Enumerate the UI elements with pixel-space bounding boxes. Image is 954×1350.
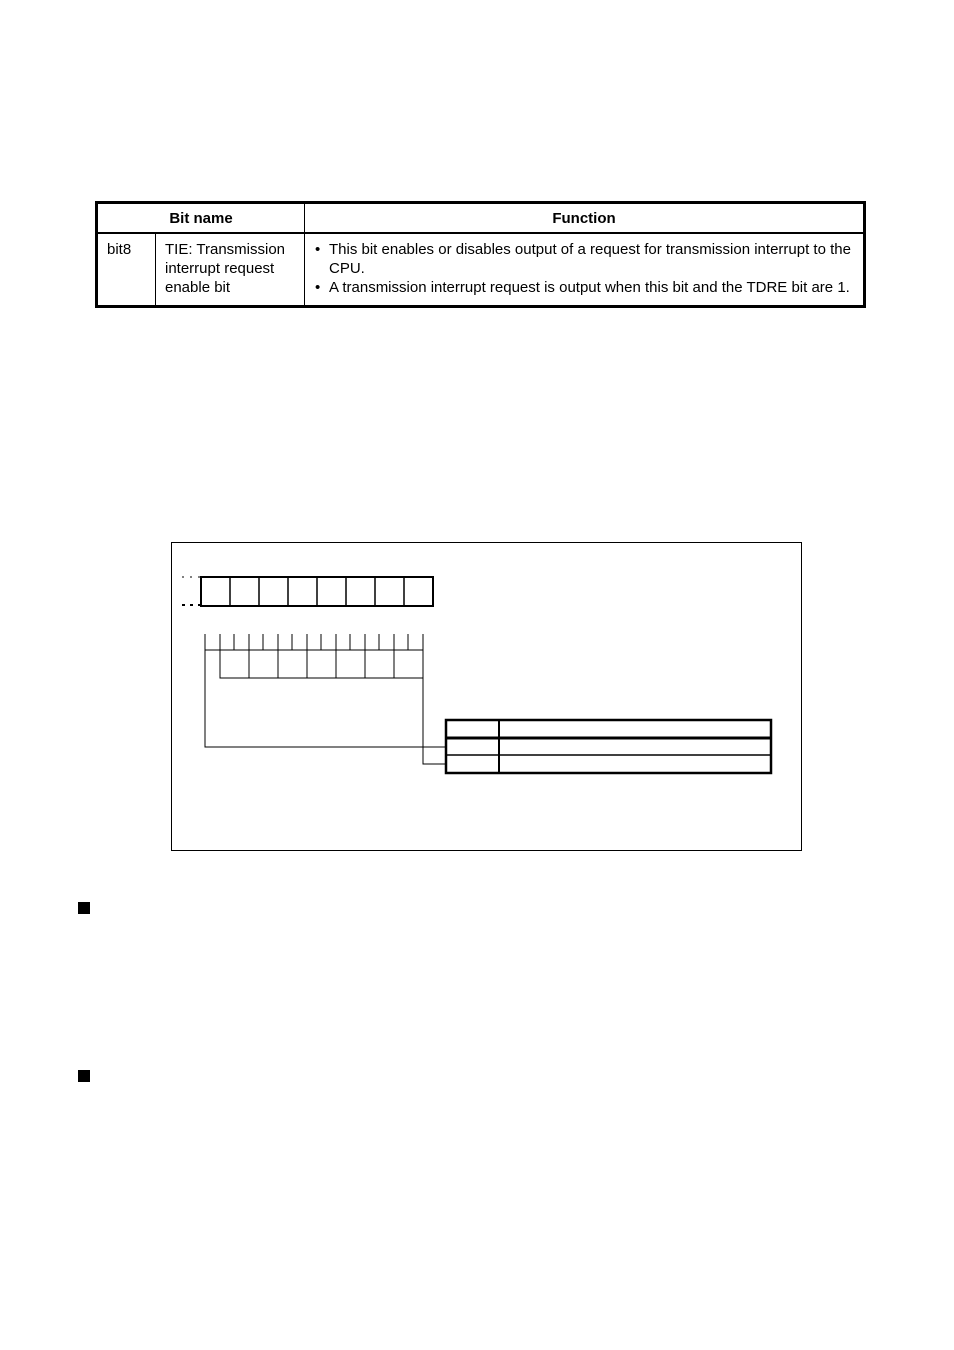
header-function: Function bbox=[305, 203, 865, 234]
diagram-frame bbox=[172, 543, 802, 851]
bit-description-table bbox=[95, 201, 866, 308]
table-row bbox=[97, 233, 865, 307]
bit-number: bit8 bbox=[97, 233, 156, 307]
function-item: • This bit enables or disables output of a request for transmission interrupt to the CPU. bbox=[314, 240, 855, 278]
bit-function bbox=[305, 233, 865, 307]
register-diagram bbox=[171, 542, 802, 851]
header-bit-name: Bit name bbox=[97, 203, 305, 234]
function-list bbox=[314, 240, 855, 297]
table-header-row bbox=[97, 203, 865, 234]
function-item: • A transmission interrupt request is output when this bit and the TDRE bit are 1. bbox=[314, 278, 855, 297]
section-marker bbox=[78, 1070, 90, 1082]
section-marker bbox=[78, 902, 90, 914]
bit-name: TIE: Transmission interrupt request enable bit bbox=[156, 233, 305, 307]
